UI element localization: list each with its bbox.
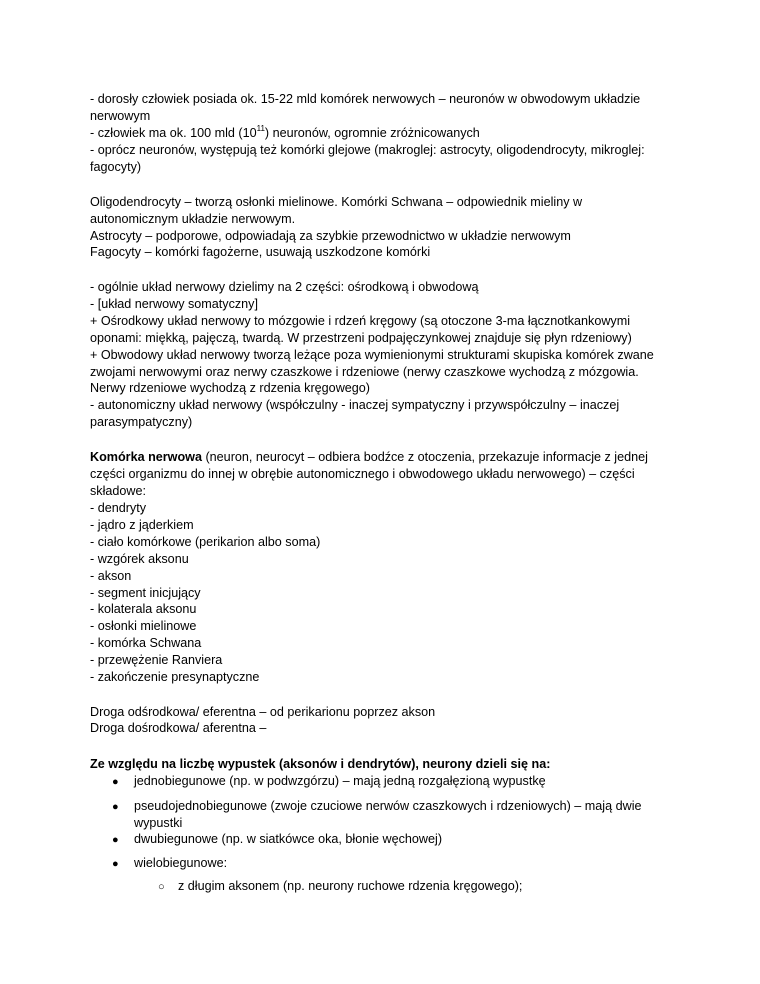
bullet-text: dwubiegunowe (np. w siatkówce oka, błonie węchowej)	[134, 832, 443, 846]
text-line: Astrocyty – podporowe, odpowiadają za szybkie przewodnictwo w układzie nerwowym	[90, 229, 571, 243]
bold-term: Komórka nerwowa	[90, 450, 202, 464]
text-line: Droga dośrodkowa/ aferentna –	[90, 721, 267, 735]
text-line: Nerwy rdzeniowe wychodzą z rdzenia kręgowego)	[90, 381, 370, 395]
list-item: - komórka Schwana	[90, 636, 202, 650]
text-line	[90, 449, 648, 466]
text-line: części organizmu do innej w obrębie autonomicznego i obwodowego układu nerwowego) – części	[90, 467, 635, 481]
list-item: - kolaterala aksonu	[90, 602, 197, 616]
sub-bullet-icon: ○	[158, 881, 165, 893]
text-line: - dorosły człowiek posiada ok. 15-22 mld komórek nerwowych – neuronów w obwodowym układzie	[90, 92, 641, 106]
list-item: - jądro z jąderkiem	[90, 518, 194, 532]
list-item: - zakończenie presynaptyczne	[90, 670, 260, 684]
bullet-icon: ●	[112, 858, 119, 870]
list-item: - dendryty	[90, 501, 146, 515]
text-line: - autonomiczny układ nerwowy (współczulny - inaczej sympatyczny i przywspółczulny – inaczej	[90, 398, 620, 412]
text-line: Fagocyty – komórki fagożerne, usuwają uszkodzone komórki	[90, 245, 431, 259]
bullet-icon: ●	[112, 834, 119, 846]
text-line: + Obwodowy układ nerwowy tworzą leżące poza wymienionymi strukturami skupiska komórek zwane	[90, 348, 654, 362]
text-line: - [układ nerwowy somatyczny]	[90, 297, 258, 311]
text-line: parasympatyczny)	[90, 415, 193, 429]
bullet-text: wielobiegunowe:	[134, 856, 228, 870]
text-line: oponami: miękką, pajęczą, twardą. W przestrzeni podpajęczynkowej znajduje się płyn rdzeniowy)	[90, 331, 632, 345]
text-line: nerwowym	[90, 109, 151, 123]
text-line: Oligodendrocyty – tworzą osłonki mielinowe. Komórki Schwana – odpowiednik mieliny w	[90, 195, 583, 209]
text-line-with-superscript	[90, 125, 480, 142]
text-line: Droga odśrodkowa/ eferentna – od perikarionu poprzez akson	[90, 705, 436, 719]
bullet-text: jednobiegunowe (np. w podwzgórzu) – mają jedną rozgałęzioną wypustkę	[134, 774, 546, 788]
superscript: 11	[256, 124, 265, 133]
section-heading: Ze względu na liczbę wypustek (aksonów i dendrytów), neurony dzieli się na:	[90, 757, 551, 771]
sub-bullet-text: z długim aksonem (np. neurony ruchowe rdzenia kręgowego);	[178, 879, 523, 893]
bullet-icon: ●	[112, 776, 119, 788]
text-segment: - człowiek ma ok. 100 mld (10	[90, 126, 257, 140]
text-line: zwojami nerwowymi oraz nerwy czaszkowe i rdzeniowe (nerwy czaszkowe wychodzą z mózgowia.	[90, 365, 639, 379]
text-line: składowe:	[90, 484, 147, 498]
list-item: - ciało komórkowe (perikarion albo soma)	[90, 535, 321, 549]
bullet-text: pseudojednobiegunowe (zwoje czuciowe nerwów czaszkowych i rdzeniowych) – mają dwie	[134, 799, 642, 813]
text-line: - ogólnie układ nerwowy dzielimy na 2 części: ośrodkową i obwodową	[90, 280, 479, 294]
list-item: - osłonki mielinowe	[90, 619, 197, 633]
bullet-text: wypustki	[134, 816, 183, 830]
text-line: autonomicznym układzie nerwowym.	[90, 212, 296, 226]
bullet-icon: ●	[112, 801, 119, 813]
list-item: - segment inicjujący	[90, 586, 201, 600]
list-item: - przewężenie Ranviera	[90, 653, 223, 667]
text-segment: (neuron, neurocyt – odbiera bodźce z otoczenia, przekazuje informacje z jednej	[201, 450, 648, 464]
text-line: fagocyty)	[90, 160, 142, 174]
text-line: - oprócz neuronów, występują też komórki glejowe (makroglej: astrocyty, oligodendrocyty, mikroglej:	[90, 143, 645, 157]
list-item: - wzgórek aksonu	[90, 552, 189, 566]
list-item: - akson	[90, 569, 132, 583]
text-segment: ) neuronów, ogromnie zróżnicowanych	[264, 126, 480, 140]
text-line: + Ośrodkowy układ nerwowy to mózgowie i rdzeń kręgowy (są otoczone 3-ma łącznotkankowymi	[90, 314, 631, 328]
